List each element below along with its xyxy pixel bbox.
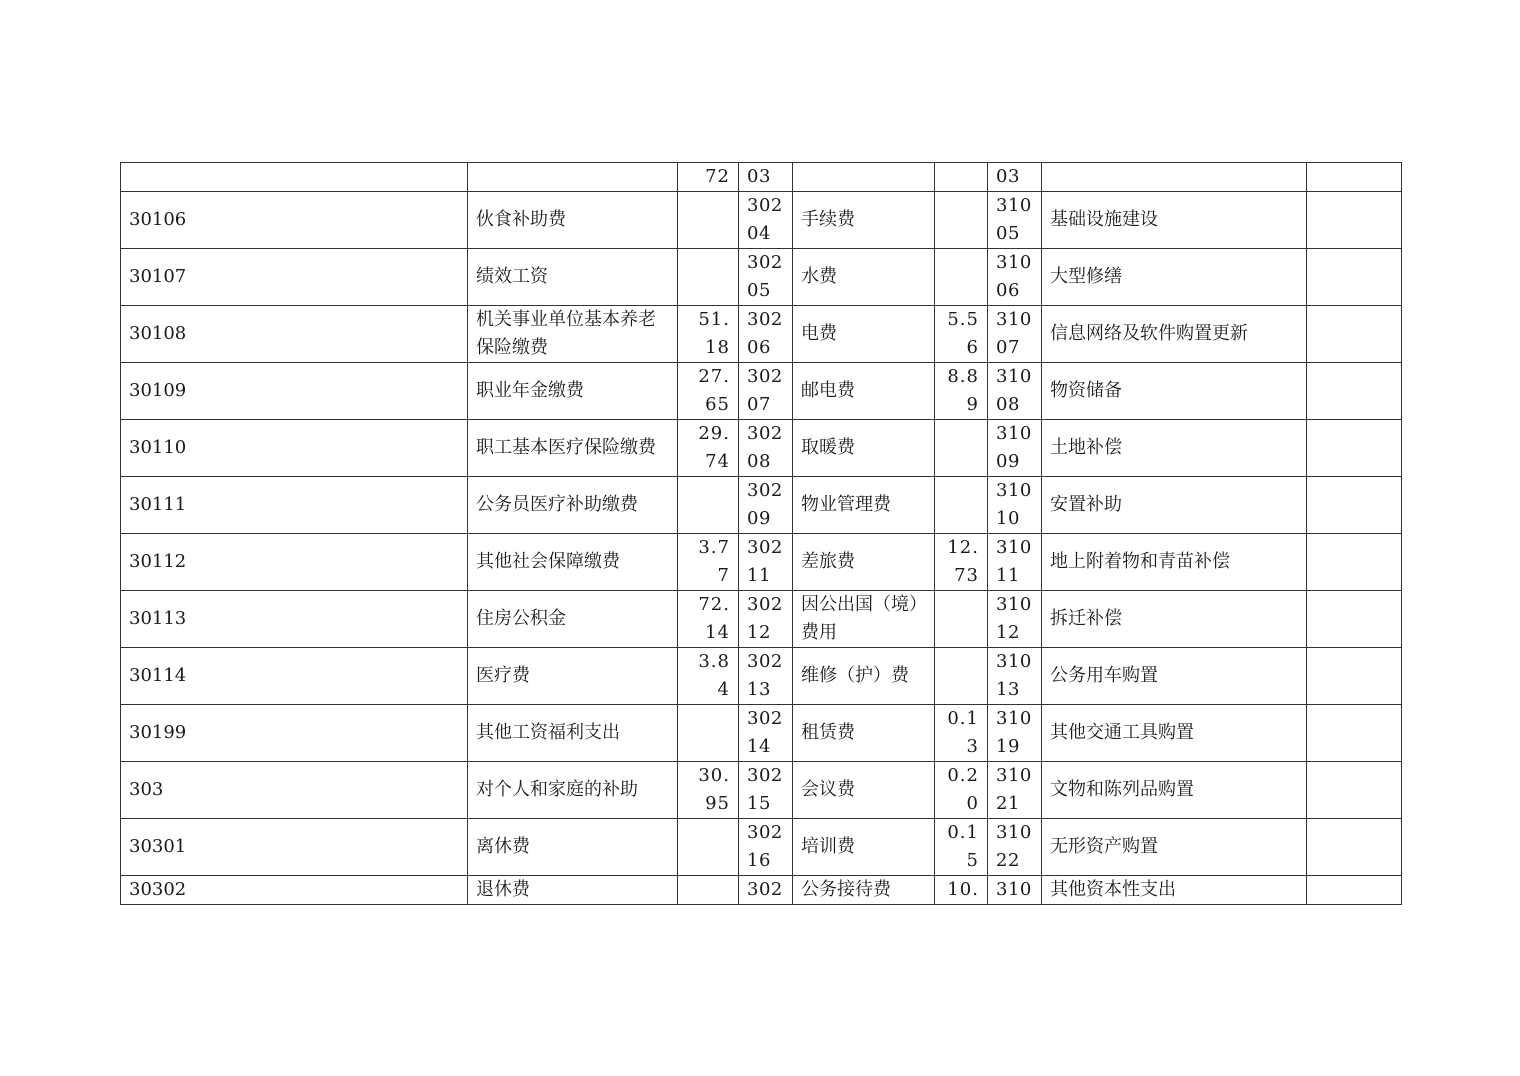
item-name-cell: 其他资本性支出 [1042, 876, 1307, 905]
amount-cell [1307, 249, 1402, 306]
item-name-cell: 因公出国（境）费用 [793, 591, 935, 648]
amount-cell [1307, 306, 1402, 363]
amount-cell: 51.18 [678, 306, 739, 363]
table-row [121, 876, 1402, 905]
code-cell: 03 [739, 163, 793, 192]
item-name-cell: 伙食补助费 [468, 192, 678, 249]
table-row [121, 420, 1402, 477]
item-name-cell: 地上附着物和青苗补偿 [1042, 534, 1307, 591]
item-name-cell: 职业年金缴费 [468, 363, 678, 420]
amount-cell: 30.95 [678, 762, 739, 819]
item-name-cell: 取暖费 [793, 420, 935, 477]
amount-cell [678, 705, 739, 762]
code-cell: 30112 [121, 534, 468, 591]
code-cell: 30212 [739, 591, 793, 648]
amount-cell [1307, 534, 1402, 591]
code-cell: 30214 [739, 705, 793, 762]
amount-cell: 10. [935, 876, 988, 905]
code-cell: 30111 [121, 477, 468, 534]
table-row [121, 762, 1402, 819]
code-cell: 31006 [988, 249, 1042, 306]
amount-cell: 3.77 [678, 534, 739, 591]
amount-cell [1307, 591, 1402, 648]
amount-cell: 72 [678, 163, 739, 192]
table-row [121, 306, 1402, 363]
amount-cell: 0.20 [935, 762, 988, 819]
amount-cell [935, 163, 988, 192]
item-name-cell: 公务接待费 [793, 876, 935, 905]
item-name-cell: 物资储备 [1042, 363, 1307, 420]
table-body [121, 163, 1402, 905]
code-cell: 31011 [988, 534, 1042, 591]
code-cell: 30206 [739, 306, 793, 363]
amount-cell [935, 420, 988, 477]
amount-cell [1307, 363, 1402, 420]
code-cell: 31012 [988, 591, 1042, 648]
table-row [121, 477, 1402, 534]
code-cell: 30207 [739, 363, 793, 420]
item-name-cell: 电费 [793, 306, 935, 363]
item-name-cell: 物业管理费 [793, 477, 935, 534]
amount-cell [1307, 876, 1402, 905]
code-cell: 30215 [739, 762, 793, 819]
code-cell: 30106 [121, 192, 468, 249]
item-name-cell: 公务用车购置 [1042, 648, 1307, 705]
table-row [121, 534, 1402, 591]
amount-cell [935, 591, 988, 648]
code-cell: 30211 [739, 534, 793, 591]
expenditure-table [120, 162, 1402, 905]
item-name-cell [468, 163, 678, 192]
code-cell: 30213 [739, 648, 793, 705]
amount-cell [1307, 477, 1402, 534]
item-name-cell: 职工基本医疗保险缴费 [468, 420, 678, 477]
table-row [121, 249, 1402, 306]
amount-cell [935, 192, 988, 249]
code-cell: 303 [121, 762, 468, 819]
item-name-cell: 无形资产购置 [1042, 819, 1307, 876]
code-cell [121, 163, 468, 192]
amount-cell [1307, 819, 1402, 876]
table-row [121, 192, 1402, 249]
code-cell: 03 [988, 163, 1042, 192]
item-name-cell: 差旅费 [793, 534, 935, 591]
table-row [121, 705, 1402, 762]
item-name-cell: 会议费 [793, 762, 935, 819]
code-cell: 31009 [988, 420, 1042, 477]
amount-cell [1307, 705, 1402, 762]
code-cell: 30209 [739, 477, 793, 534]
amount-cell [935, 249, 988, 306]
item-name-cell: 培训费 [793, 819, 935, 876]
item-name-cell: 对个人和家庭的补助 [468, 762, 678, 819]
code-cell: 30107 [121, 249, 468, 306]
amount-cell [1307, 648, 1402, 705]
code-cell: 30199 [121, 705, 468, 762]
code-cell: 31013 [988, 648, 1042, 705]
item-name-cell [793, 163, 935, 192]
code-cell: 31021 [988, 762, 1042, 819]
code-cell: 30205 [739, 249, 793, 306]
item-name-cell: 安置补助 [1042, 477, 1307, 534]
amount-cell [1307, 762, 1402, 819]
amount-cell [678, 192, 739, 249]
table-row [121, 163, 1402, 192]
item-name-cell: 手续费 [793, 192, 935, 249]
item-name-cell: 基础设施建设 [1042, 192, 1307, 249]
item-name-cell [1042, 163, 1307, 192]
item-name-cell: 医疗费 [468, 648, 678, 705]
code-cell: 30108 [121, 306, 468, 363]
table-row [121, 819, 1402, 876]
amount-cell [1307, 420, 1402, 477]
amount-cell [678, 477, 739, 534]
item-name-cell: 其他社会保障缴费 [468, 534, 678, 591]
amount-cell: 27.65 [678, 363, 739, 420]
code-cell: 302 [739, 876, 793, 905]
amount-cell: 0.15 [935, 819, 988, 876]
amount-cell: 5.56 [935, 306, 988, 363]
code-cell: 30301 [121, 819, 468, 876]
amount-cell: 29.74 [678, 420, 739, 477]
amount-cell: 0.13 [935, 705, 988, 762]
item-name-cell: 其他交通工具购置 [1042, 705, 1307, 762]
code-cell: 30204 [739, 192, 793, 249]
table-row [121, 648, 1402, 705]
amount-cell: 3.84 [678, 648, 739, 705]
item-name-cell: 机关事业单位基本养老保险缴费 [468, 306, 678, 363]
code-cell: 31019 [988, 705, 1042, 762]
amount-cell [678, 876, 739, 905]
item-name-cell: 大型修缮 [1042, 249, 1307, 306]
code-cell: 30109 [121, 363, 468, 420]
code-cell: 31007 [988, 306, 1042, 363]
code-cell: 31005 [988, 192, 1042, 249]
amount-cell [935, 648, 988, 705]
item-name-cell: 邮电费 [793, 363, 935, 420]
item-name-cell: 其他工资福利支出 [468, 705, 678, 762]
item-name-cell: 绩效工资 [468, 249, 678, 306]
amount-cell: 72.14 [678, 591, 739, 648]
amount-cell [935, 477, 988, 534]
item-name-cell: 租赁费 [793, 705, 935, 762]
item-name-cell: 维修（护）费 [793, 648, 935, 705]
table-row [121, 363, 1402, 420]
item-name-cell: 公务员医疗补助缴费 [468, 477, 678, 534]
amount-cell [1307, 163, 1402, 192]
code-cell: 30114 [121, 648, 468, 705]
code-cell: 30208 [739, 420, 793, 477]
code-cell: 31022 [988, 819, 1042, 876]
item-name-cell: 拆迁补偿 [1042, 591, 1307, 648]
item-name-cell: 住房公积金 [468, 591, 678, 648]
code-cell: 31008 [988, 363, 1042, 420]
code-cell: 310 [988, 876, 1042, 905]
amount-cell [678, 249, 739, 306]
item-name-cell: 土地补偿 [1042, 420, 1307, 477]
code-cell: 30113 [121, 591, 468, 648]
item-name-cell: 水费 [793, 249, 935, 306]
amount-cell: 8.89 [935, 363, 988, 420]
amount-cell: 12.73 [935, 534, 988, 591]
code-cell: 30110 [121, 420, 468, 477]
table-row [121, 591, 1402, 648]
amount-cell [1307, 192, 1402, 249]
code-cell: 31010 [988, 477, 1042, 534]
item-name-cell: 离休费 [468, 819, 678, 876]
amount-cell [678, 819, 739, 876]
code-cell: 30216 [739, 819, 793, 876]
item-name-cell: 退休费 [468, 876, 678, 905]
item-name-cell: 信息网络及软件购置更新 [1042, 306, 1307, 363]
code-cell: 30302 [121, 876, 468, 905]
item-name-cell: 文物和陈列品购置 [1042, 762, 1307, 819]
